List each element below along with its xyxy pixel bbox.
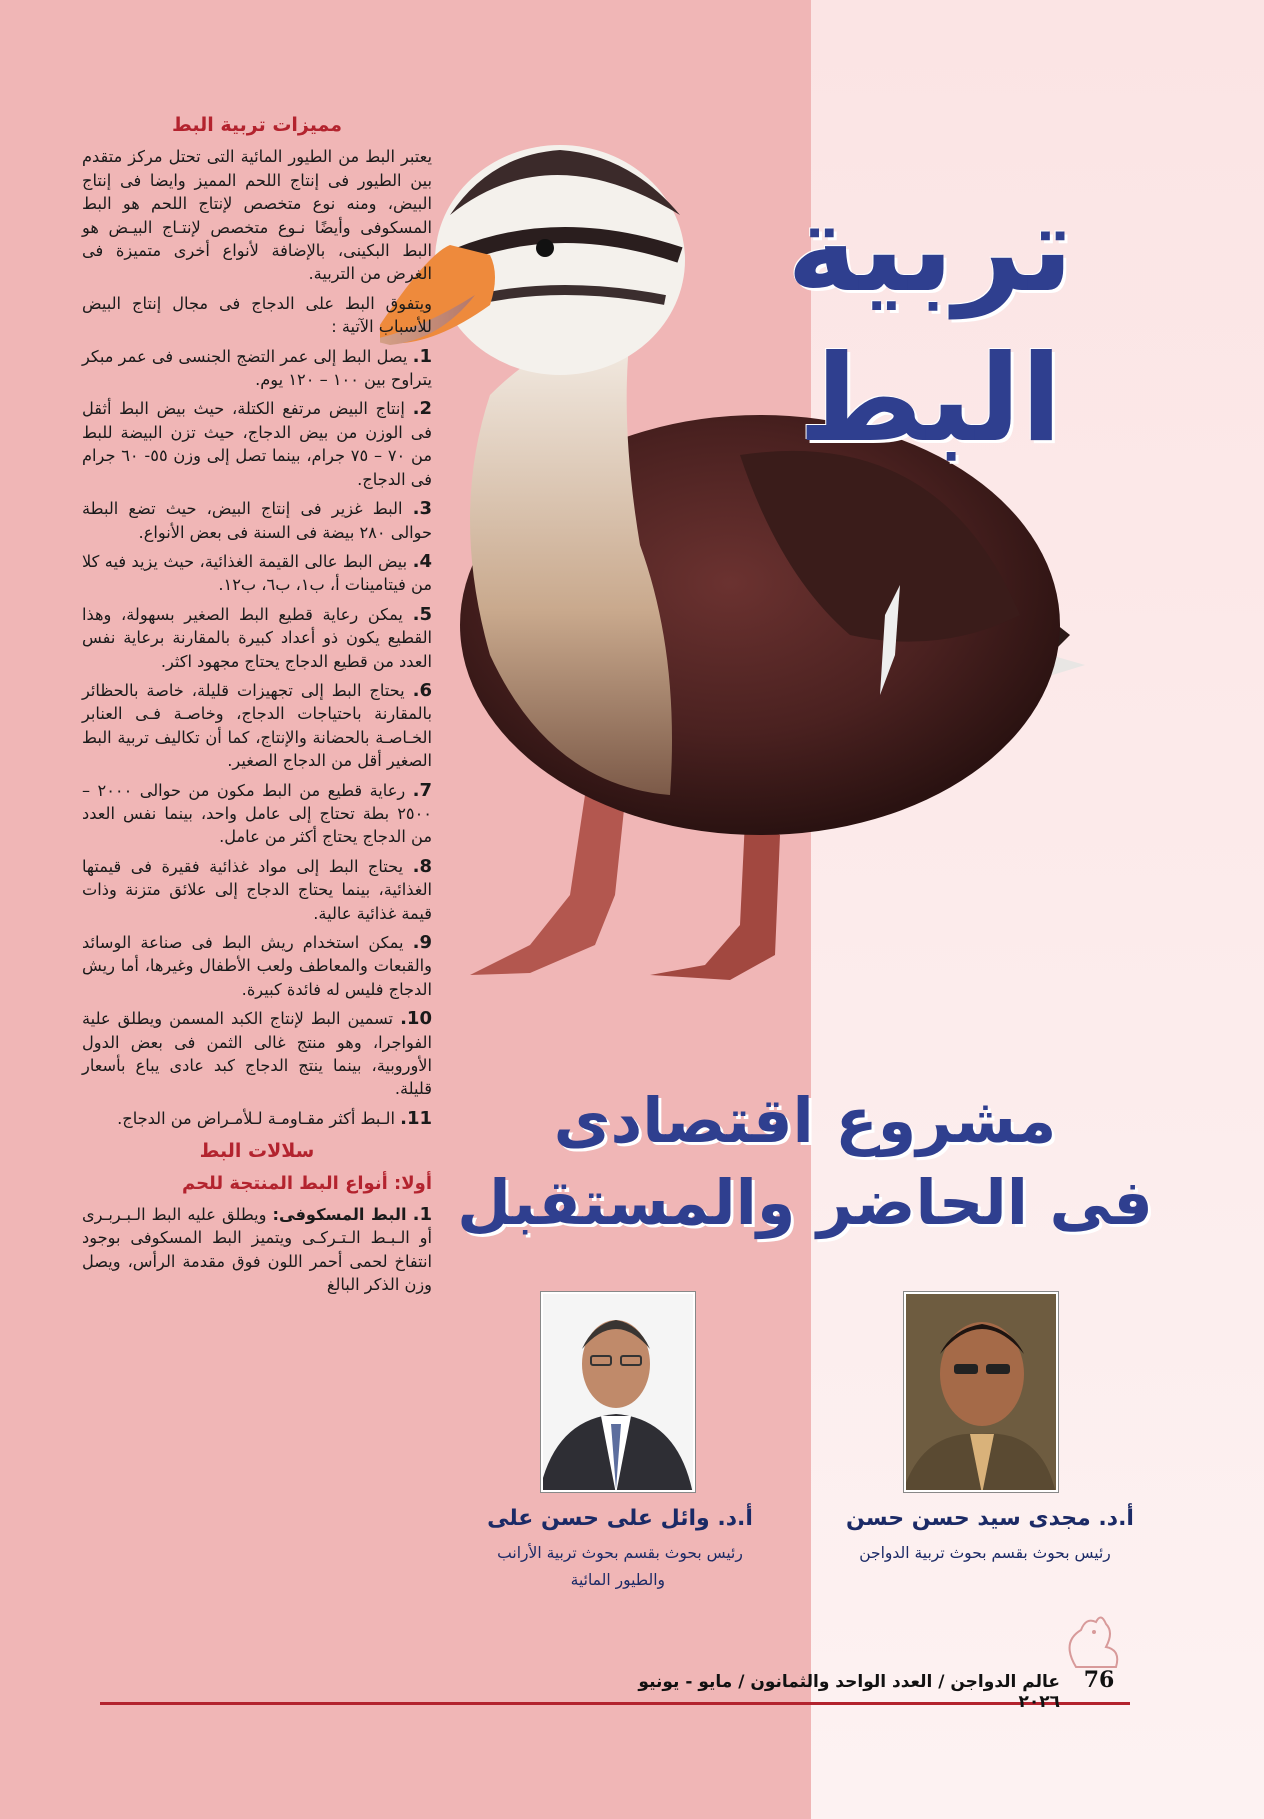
author-1-role: رئيس بحوث بقسم بحوث تربية الدواجن bbox=[859, 1544, 1111, 1562]
reason-text: بيض البط عالى القيمة الغذائية، حيث يزيد فيه كلا من فيتامينات أ، ب١، ب٦، ب١٢. bbox=[82, 551, 432, 595]
muscovy-lead: البط المسكوفى: bbox=[272, 1205, 407, 1225]
intro-paragraph: يعتبر البط من الطيور المائية التى تحتل مركز متقدم بين الطيور فى إنتاج اللحم المميز وايضا فى إنتاج البيض، ومنه نوع متخصص لإنتاج اللحم هو البط المسكوفى وأيضًا نـوع متخصص لإنتـاج البيـض هو البط البكينى، بالإضافة لأنواع أخرى متميزة فى الغرض من التربية. bbox=[82, 147, 432, 284]
author-photo-1 bbox=[904, 1292, 1058, 1492]
reason-number: 3. bbox=[412, 498, 432, 520]
reason-number: 10. bbox=[400, 1008, 432, 1030]
article-column bbox=[82, 110, 432, 1303]
reasons-paragraph: ويتفوق البط على الدجاج فى مجال إنتاج البيض للأسباب الآتية : bbox=[82, 293, 432, 337]
reason-item bbox=[82, 1107, 432, 1130]
subtitle bbox=[455, 1080, 1155, 1244]
heading-meat-breeds: أولا: أنواع البط المنتجة للحم bbox=[181, 1172, 432, 1194]
reason-text: يحتاج البط إلى مواد غذائية فقيرة فى قيمتها الغذائية، بينما يحتاج الدجاج إلى علائق متزنة وذات قيمة غذائية عالية. bbox=[82, 856, 432, 923]
reason-item bbox=[82, 679, 432, 773]
muscovy-text: ويطلق عليه البط الـبـربـرى أو الـبـط الـتـركـى ويتميز البط المسكوفى بوجود انتفاخ لحمى أحمر اللون فوق مقدمة الرأس، ويصل وزن الذكر البالغ bbox=[82, 1205, 432, 1295]
reason-item bbox=[82, 855, 432, 925]
reason-text: إنتاج البيض مرتفع الكتلة، حيث بيض البط أثقل فى الوزن من بيض الدجاج، حيث تزن البيضة للبط من ٧٠ – ٧٥ جرام، بينما تصل إلى وزن ٥٥- ٦٠ جرام فى الدجاج. bbox=[82, 399, 433, 489]
reason-text: يصل البط إلى عمر التضج الجنسى فى عمر مبكر يتراوح بين ١٠٠ – ١٢٠ يوم. bbox=[82, 346, 432, 390]
reason-item bbox=[82, 397, 432, 491]
author-2-role-line-2: والطيور المائية bbox=[570, 1571, 665, 1589]
author-2-role bbox=[455, 1540, 785, 1594]
author-1-name: أ.د. مجدى سيد حسن حسن bbox=[846, 1506, 1134, 1531]
reason-item bbox=[82, 345, 432, 392]
main-title bbox=[755, 175, 1105, 475]
subtitle-line-1: مشروع اقتصادى bbox=[553, 1084, 1057, 1157]
page-number: 76 bbox=[1083, 1667, 1115, 1693]
reason-number: 8. bbox=[412, 855, 432, 877]
reason-number: 11. bbox=[400, 1107, 432, 1129]
reason-item bbox=[82, 1007, 432, 1101]
reason-text: يمكن رعاية قطيع البط الصغير بسهولة، وهذا القطيع يكون ذو أعداد كبيرة بالمقارنة برعاية نفس العدد من قطيع الدجاج يحتاج مجهود اكثر. bbox=[82, 604, 432, 671]
reason-item bbox=[82, 550, 432, 597]
reason-number: 1. bbox=[412, 345, 432, 367]
reasons-list bbox=[82, 345, 432, 1131]
reason-text: رعاية قطيع من البط مكون من حوالى ٢٠٠٠ – ٢٥٠٠ بطة تحتاج إلى عامل واحد، بينما نفس العدد من الدجاج يحتاج أكثر من عامل. bbox=[82, 780, 432, 847]
reason-text: الـبط أكثر مقـاومـة لـلأمـراض من الدجاج. bbox=[117, 1108, 395, 1128]
reason-number: 9. bbox=[412, 932, 432, 953]
portrait-2-icon bbox=[541, 1294, 693, 1492]
author-2-role-line-1: رئيس بحوث بقسم بحوث تربية الأرانب bbox=[497, 1544, 743, 1562]
reason-text: تسمين البط لإنتاج الكبد المسمن ويطلق علية الفواجرا، وهو منتج غالى الثمن فى بعض الدول الأوروبية، بينما ينتج الدجاج كبد عادى يباع بأسعار قليلة. bbox=[82, 1009, 432, 1099]
muscovy-number: 1. bbox=[412, 1204, 432, 1226]
reason-number: 7. bbox=[412, 779, 432, 801]
reason-text: يمكن استخدام ريش البط فى صناعة الوسائد والقبعات والمعاطف ولعب الأطفال وغيرها، أما ريش الدجاج فليس له فائدة كبيرة. bbox=[82, 933, 432, 999]
footer-text: عالم الدواجن / العدد الواحد والثمانون / مايو - يونيو ٢٠٢٦ bbox=[638, 1672, 1060, 1712]
portrait-1-icon bbox=[904, 1294, 1056, 1492]
hen-logo-icon bbox=[1056, 1612, 1126, 1672]
reason-number: 6. bbox=[412, 679, 432, 701]
title-line-1: تربية bbox=[786, 180, 1074, 319]
subtitle-line-2: فى الحاضر والمستقبل bbox=[457, 1166, 1153, 1239]
reason-item bbox=[82, 603, 432, 673]
reason-number: 2. bbox=[412, 398, 432, 420]
reason-number: 4. bbox=[412, 550, 432, 572]
author-photo-2 bbox=[541, 1292, 695, 1492]
author-2-name: أ.د. وائل على حسن على bbox=[487, 1506, 753, 1531]
reason-item bbox=[82, 497, 432, 544]
reason-item bbox=[82, 779, 432, 849]
reason-text: يحتاج البط إلى تجهيزات قليلة، خاصة بالحظائر بالمقارنة باحتياجات الدجاج، وخاصـة فـى العنابر الخـاصـة بالحضانة والإنتاج، كما أن تكاليف تربية البط الصغير أقل من الدجاج الصغير. bbox=[82, 680, 432, 771]
reason-number: 5. bbox=[412, 603, 432, 625]
reason-text: البط غزير فى إنتاج البيض، حيث تضع البطة حوالى ٢٨٠ بيضة فى السنة فى بعض الأنواع. bbox=[82, 499, 432, 542]
reason-item bbox=[82, 931, 432, 1001]
muscovy-paragraph bbox=[82, 1203, 432, 1297]
title-line-2: البط bbox=[798, 330, 1062, 469]
heading-breeds: سلالات البط bbox=[199, 1140, 315, 1163]
heading-features: مميزات تربية البط bbox=[171, 114, 343, 136]
